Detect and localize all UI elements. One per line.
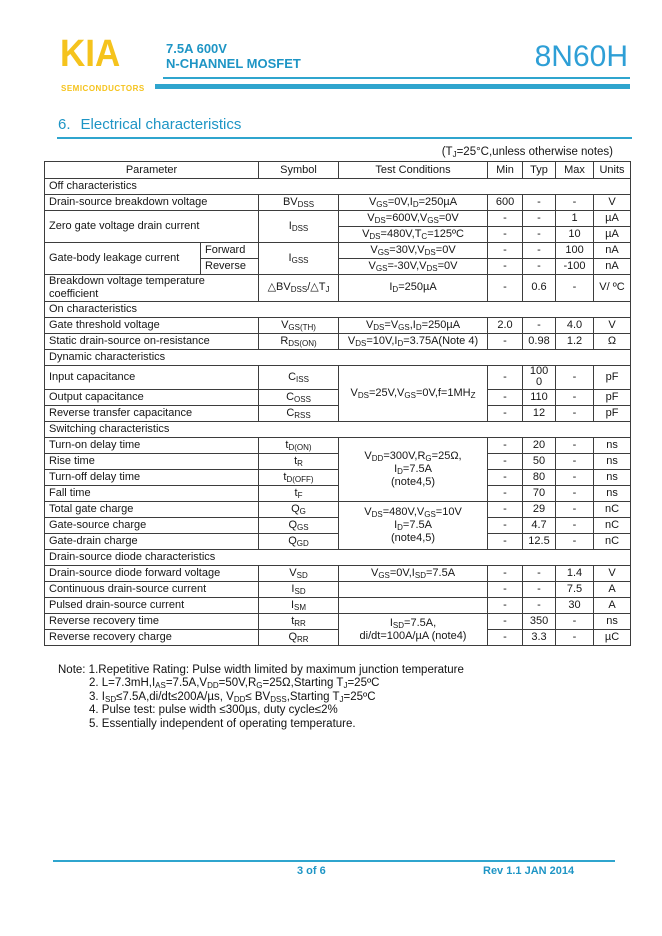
table-row (45, 598, 631, 614)
table-cell: 50 (523, 454, 556, 470)
table-row (45, 614, 631, 630)
table-cell: $t_R$ (259, 454, 339, 470)
table-cell: $Q_G$ (259, 502, 339, 518)
table-cell: $V_{DS}=480V,V_{GS}=10V$ $I_D=7.5A$ (note4,5) (339, 502, 488, 550)
table-cell: - (488, 470, 523, 486)
table-cell: 0.6 (523, 275, 556, 302)
table-cell: - (523, 259, 556, 275)
table-cell: 12.5 (523, 534, 556, 550)
table-cell: $V_{SD}$ (259, 566, 339, 582)
table-row (45, 502, 631, 518)
table-cell: Static drain-source on-resistance (45, 333, 259, 349)
table-row (45, 275, 631, 302)
table-cell: Total gate charge (45, 502, 259, 518)
column-header: Max (556, 162, 594, 179)
table-cell: 0.98 (523, 333, 556, 349)
table-cell: Input capacitance (45, 365, 259, 389)
table-row (45, 566, 631, 582)
table-cell: Turn-off delay time (45, 470, 259, 486)
table-cell: $t_{D(OFF)}$ (259, 470, 339, 486)
table-cell: pF (594, 406, 631, 422)
table-cell: - (556, 534, 594, 550)
table-cell: ns (594, 438, 631, 454)
table-cell: µA (594, 227, 631, 243)
table-cell: - (556, 518, 594, 534)
table-cell: -100 (556, 259, 594, 275)
table-row (45, 534, 631, 550)
table-cell: - (556, 470, 594, 486)
table-cell: - (523, 317, 556, 333)
table-cell: $V_{GS}=-30V,V_{DS}=0V$ (339, 259, 488, 275)
device-rating: 7.5A 600V (166, 41, 227, 56)
table-cell: - (523, 582, 556, 598)
table-cell: $Q_{GS}$ (259, 518, 339, 534)
table-section-row (45, 349, 631, 365)
table-cell: $I_{DSS}$ (259, 211, 339, 243)
table-cell: $V_{DS}=V_{GS},I_D=250\mu A$ (339, 317, 488, 333)
table-cell: - (556, 365, 594, 389)
table-row (45, 406, 631, 422)
table-cell: V/ ºC (594, 275, 631, 302)
column-header: Parameter (45, 162, 259, 179)
table-cell: - (488, 598, 523, 614)
table-section-row (45, 301, 631, 317)
table-cell: $Q_{RR}$ (259, 630, 339, 646)
column-header: Test Conditions (339, 162, 488, 179)
table-cell: - (488, 227, 523, 243)
table-cell: $V_{DD}=300V,R_G=25\Omega$, $I_D=7.5A$ (note4,5) (339, 438, 488, 502)
table-cell: µC (594, 630, 631, 646)
table-cell: - (488, 582, 523, 598)
table-row (45, 333, 631, 349)
table-row (45, 630, 631, 646)
table-row (45, 454, 631, 470)
table-cell: 1.2 (556, 333, 594, 349)
table-cell: Reverse recovery time (45, 614, 259, 630)
table-cell: - (556, 614, 594, 630)
electrical-characteristics-table (44, 161, 631, 646)
table-cell: 1 (556, 211, 594, 227)
table-cell: - (556, 502, 594, 518)
logo-subtext: SEMICONDUCTORS (61, 84, 145, 93)
table-row (45, 365, 631, 389)
column-header: Min (488, 162, 523, 179)
table-cell: V (594, 566, 631, 582)
table-cell: 4.0 (556, 317, 594, 333)
table-cell: - (523, 566, 556, 582)
table-cell: 600 (488, 195, 523, 211)
table-cell (339, 582, 488, 598)
table-cell: ns (594, 454, 631, 470)
footer-revision: Rev 1.1 JAN 2014 (483, 865, 575, 877)
table-cell: - (556, 630, 594, 646)
table-cell: - (523, 227, 556, 243)
table-cell: $I_{GSS}$ (259, 243, 339, 275)
table-cell: - (488, 518, 523, 534)
table-cell: $I_{SD}$ (259, 582, 339, 598)
table-cell: V (594, 195, 631, 211)
table-cell: pF (594, 365, 631, 389)
table-cell: $I_D=250\mu A$ (339, 275, 488, 302)
section-label: Electrical characteristics (80, 116, 242, 133)
section-number: 6. (58, 116, 71, 133)
table-cell: $BV_{DSS}$ (259, 195, 339, 211)
table-cell: nC (594, 518, 631, 534)
column-header: Typ (523, 162, 556, 179)
table-cell: Rise time (45, 454, 259, 470)
table-cell: $V_{GS(TH)}$ (259, 317, 339, 333)
table-cell: - (523, 243, 556, 259)
table-section-row (45, 550, 631, 566)
table-cell: $C_{ISS}$ (259, 365, 339, 389)
table-cell: $R_{DS(ON)}$ (259, 333, 339, 349)
table-cell: 1000 (523, 365, 556, 389)
table-cell: $V_{GS}=0V,I_{SD}=7.5A$ (339, 566, 488, 582)
table-cell: $I_{SD}=7.5A$, di/dt=100A/µA (note4) (339, 614, 488, 646)
table-row (45, 211, 631, 227)
table-cell: - (556, 390, 594, 406)
table-cell: 3.3 (523, 630, 556, 646)
table-cell: 70 (523, 486, 556, 502)
header-rule-thin (163, 77, 630, 79)
table-cell: - (556, 454, 594, 470)
table-row (45, 518, 631, 534)
table-cell: - (488, 454, 523, 470)
header-rule-thick (155, 84, 630, 89)
table-cell: Drain-source diode characteristics (45, 550, 631, 566)
table-cell: - (488, 630, 523, 646)
table-cell: $I_{SM}$ (259, 598, 339, 614)
table-cell: - (488, 438, 523, 454)
table-cell: - (488, 211, 523, 227)
column-header: Symbol (259, 162, 339, 179)
table-cell: 20 (523, 438, 556, 454)
table-cell: nA (594, 259, 631, 275)
table-cell: Dynamic characteristics (45, 349, 631, 365)
table-cell: - (556, 406, 594, 422)
footer-rule (53, 860, 615, 862)
table-cell: Gate-body leakage current (45, 243, 201, 275)
table-cell: $t_{RR}$ (259, 614, 339, 630)
footer-page-number: 3 of 6 (297, 865, 326, 877)
table-cell: Output capacitance (45, 390, 259, 406)
table-cell: Gate-drain charge (45, 534, 259, 550)
table-cell: $V_{DS}=480V,T_C=125ºC$ (339, 227, 488, 243)
table-cell: 29 (523, 502, 556, 518)
table-cell: - (523, 195, 556, 211)
note-line: 3. $I_{SD}\le 7.5A,di/dt\le 200A/\mu s$, $V_{DD}\le$ $BV_{DSS},Starting$ $T_J=25ºC$ (89, 690, 376, 704)
table-cell: Forward (201, 243, 259, 259)
table-cell: Reverse recovery charge (45, 630, 259, 646)
table-cell: V (594, 317, 631, 333)
table-cell: A (594, 582, 631, 598)
table-cell: - (523, 211, 556, 227)
table-cell: ns (594, 614, 631, 630)
table-cell: nC (594, 534, 631, 550)
part-number: 8N60H (534, 40, 628, 73)
table-cell: Switching characteristics (45, 422, 631, 438)
table-caption: ($T_J=25^\circ C,unless$ otherwise notes) (441, 146, 613, 159)
table-cell: ns (594, 486, 631, 502)
table-cell: 4.7 (523, 518, 556, 534)
table-row (45, 582, 631, 598)
table-cell: Fall time (45, 486, 259, 502)
table-row (45, 470, 631, 486)
table-cell: On characteristics (45, 301, 631, 317)
table-cell: 2.0 (488, 317, 523, 333)
device-summary (166, 41, 301, 71)
table-cell: Zero gate voltage drain current (45, 211, 259, 243)
table-cell: - (488, 534, 523, 550)
table-cell: - (488, 365, 523, 389)
table-cell: Continuous drain-source current (45, 582, 259, 598)
table-cell: Reverse transfer capacitance (45, 406, 259, 422)
table-cell: ns (594, 470, 631, 486)
table-cell: - (556, 195, 594, 211)
table-cell: $V_{GS}=30V,V_{DS}=0V$ (339, 243, 488, 259)
table-cell: 7.5 (556, 582, 594, 598)
note-line: Note: 1.Repetitive Rating: Pulse width limited by maximum junction temperature (58, 664, 464, 676)
table-cell: 100 (556, 243, 594, 259)
table-cell: - (488, 333, 523, 349)
table-cell: $C_{OSS}$ (259, 390, 339, 406)
device-type: N-CHANNEL MOSFET (166, 56, 301, 71)
table-cell: - (488, 243, 523, 259)
table-cell: $\triangle BV_{DSS}/\triangle T_J$ (259, 275, 339, 302)
table-cell: A (594, 598, 631, 614)
table-row (45, 243, 631, 259)
table-cell: - (488, 275, 523, 302)
table-row (45, 317, 631, 333)
table-cell: Gate-source charge (45, 518, 259, 534)
section-underline (57, 137, 632, 139)
table-cell: nC (594, 502, 631, 518)
table-cell: $t_F$ (259, 486, 339, 502)
table-cell: - (488, 406, 523, 422)
table-row (45, 390, 631, 406)
table-cell (339, 598, 488, 614)
table-cell: 30 (556, 598, 594, 614)
table-cell: 10 (556, 227, 594, 243)
table-section-row (45, 179, 631, 195)
table-cell: - (488, 502, 523, 518)
table-cell: - (556, 438, 594, 454)
table-cell: $t_{D(ON)}$ (259, 438, 339, 454)
table-cell: $V_{DS}=600V,V_{GS}=0V$ (339, 211, 488, 227)
column-header: Units (594, 162, 631, 179)
table-cell: - (488, 390, 523, 406)
table-cell: Off characteristics (45, 179, 631, 195)
kia-logo: KIA (60, 33, 121, 75)
table-cell: 350 (523, 614, 556, 630)
table-cell: - (488, 486, 523, 502)
table-cell: $Q_{GD}$ (259, 534, 339, 550)
table-cell: Drain-source diode forward voltage (45, 566, 259, 582)
table-cell: Drain-source breakdown voltage (45, 195, 259, 211)
table-cell: Ω (594, 333, 631, 349)
table-cell: $C_{RSS}$ (259, 406, 339, 422)
table-cell: nA (594, 243, 631, 259)
section-title (58, 116, 241, 133)
table-cell: Reverse (201, 259, 259, 275)
table-cell: µA (594, 211, 631, 227)
table-cell: - (556, 275, 594, 302)
table-cell: Turn-on delay time (45, 438, 259, 454)
table-cell: Breakdown voltage temperature coefficient (45, 275, 259, 302)
table-cell: - (523, 598, 556, 614)
table-cell: - (488, 566, 523, 582)
table-cell: Pulsed drain-source current (45, 598, 259, 614)
table-cell: pF (594, 390, 631, 406)
table-row (45, 438, 631, 454)
table-cell: - (556, 486, 594, 502)
note-line: 4. Pulse test: pulse width ≤300µs, duty cycle≤2% (89, 704, 338, 717)
table-cell: - (488, 614, 523, 630)
table-cell: 80 (523, 470, 556, 486)
notes (58, 664, 464, 731)
table-cell: $V_{DS}=10V,I_D=3.75A(Note$ 4) (339, 333, 488, 349)
table-row (45, 195, 631, 211)
table-cell: 12 (523, 406, 556, 422)
note-line: 5. Essentially independent of operating temperature. (89, 717, 356, 730)
table-cell: $V_{DS}=25V,V_{GS}=0V,f=1MH_Z$ (339, 365, 488, 421)
table-cell: Gate threshold voltage (45, 317, 259, 333)
table-row (45, 486, 631, 502)
note-line: 2. $L=7.3mH,I_{AS}=7.5A,V_{DD}=50V,R_G=25\Omega,Starting$ $T_J=25ºC$ (89, 677, 380, 691)
table-cell: 110 (523, 390, 556, 406)
table-header-row (45, 162, 631, 179)
spec-table-body (45, 162, 631, 646)
table-cell: - (488, 259, 523, 275)
table-section-row (45, 422, 631, 438)
table-cell: $V_{GS}=0V,I_D=250\mu A$ (339, 195, 488, 211)
table-cell: 1.4 (556, 566, 594, 582)
